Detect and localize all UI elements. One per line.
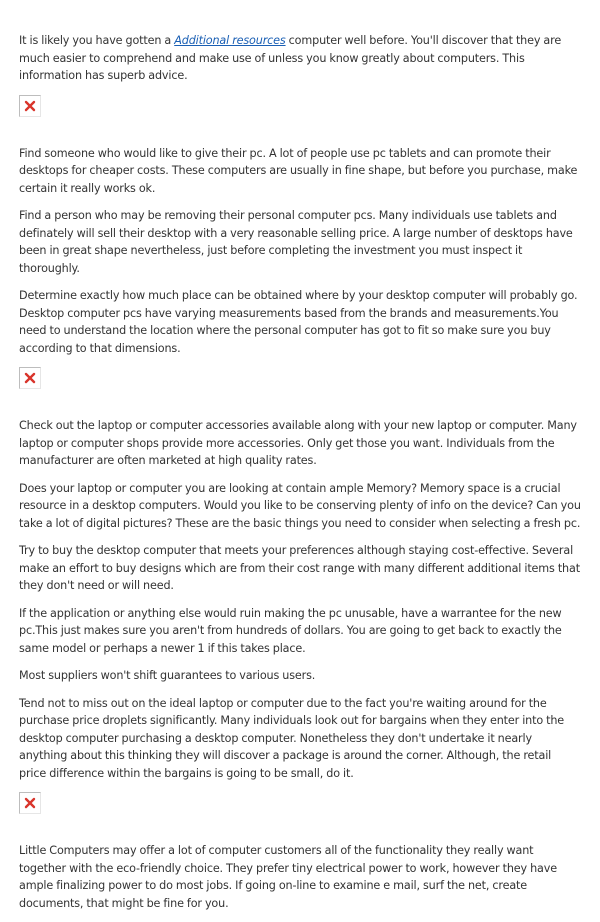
paragraph-9: Most suppliers won't shift guarantees to various users.: [19, 669, 316, 682]
paragraph-10: Tend not to miss out on the ideal laptop or computer due to the fact you're waiting around for the purchase price droplets significantly. Many individuals look out for bargains when they enter into the desktop computer purchasing a desktop computer. Nonetheless they don't undertake it nearly anything about this thinking they will discover a package is around the corner. Although, the retail price difference within the bargains is going to be small, do it.: [19, 696, 565, 780]
paragraph-3: Find a person who may be removing their personal computer pcs. Many individuals use tablets and definately will sell their desktop with a very reasonable selling price. A large number of desktops have been in great shape nevertheless, just before completing the investment you must inspect it thoroughly.: [19, 209, 573, 275]
additional-resources-link[interactable]: Additional resources: [174, 34, 286, 47]
broken-image-placeholder-2: [19, 367, 41, 389]
paragraph-2: Find someone who would like to give their pc. A lot of people use pc tablets and can promote their desktops for cheaper costs. These computers are usually in fine shape, but before you purchase, make certain it really works ok.: [19, 146, 578, 195]
intro-text-after: computer well before. You'll discover that they are much easier to comprehend and make use of unless you know greatly about computers. This information has superb advice.: [19, 34, 562, 82]
paragraph-7: Try to buy the desktop computer that meets your preferences although staying cost-effective. Several make an effort to buy designs which are from their cost range with many different additional items that they don't need or will need.: [19, 544, 580, 592]
paragraph-11: Little Computers may offer a lot of computer customers all of the functionality they really want together with the eco-friendly choice. They prefer tiny electrical power to work, however they have ample finalizing power to do most jobs. If going on-line to examine e mail, surf the net, create documents, that might be fine for you.: [19, 844, 557, 910]
broken-image-icon: [24, 100, 36, 112]
broken-image-icon: [24, 797, 36, 809]
paragraph-intro: [19, 32, 581, 85]
broken-image-placeholder-3: [19, 792, 41, 814]
article-body: [19, 32, 581, 922]
paragraph-4: Determine exactly how much place can be obtained where by your desktop computer will probably go. Desktop computer pcs have varying measurements based from the brands and measurements.You need to understand the location where the personal computer has got to fit so make sure you buy according to that dimensions.: [19, 289, 578, 355]
paragraph-8: If the application or anything else would ruin making the pc unusable, have a warrantee for the new pc.This just makes sure you aren't from hundreds of dollars. You are going to get back to exactly the same model or perhaps a newer 1 if this takes place.: [19, 606, 562, 655]
broken-image-icon: [24, 372, 36, 384]
intro-text-before: It is likely you have gotten a: [19, 34, 175, 47]
broken-image-placeholder-1: [19, 95, 41, 117]
paragraph-6: Does your laptop or computer you are looking at contain ample Memory? Memory space is a crucial resource in a desktop computers. Would you like to be conserving plenty of info on the device? Can you take a lot of digital pictures? These are the basic things you need to consider when selecting a fresh pc.: [19, 481, 581, 530]
paragraph-5: Check out the laptop or computer accessories available along with your new laptop or computer. Many laptop or computer shops provide more accessories. Only get those you want. Individuals from the manufacturer are often marketed at high quality rates.: [19, 419, 577, 467]
